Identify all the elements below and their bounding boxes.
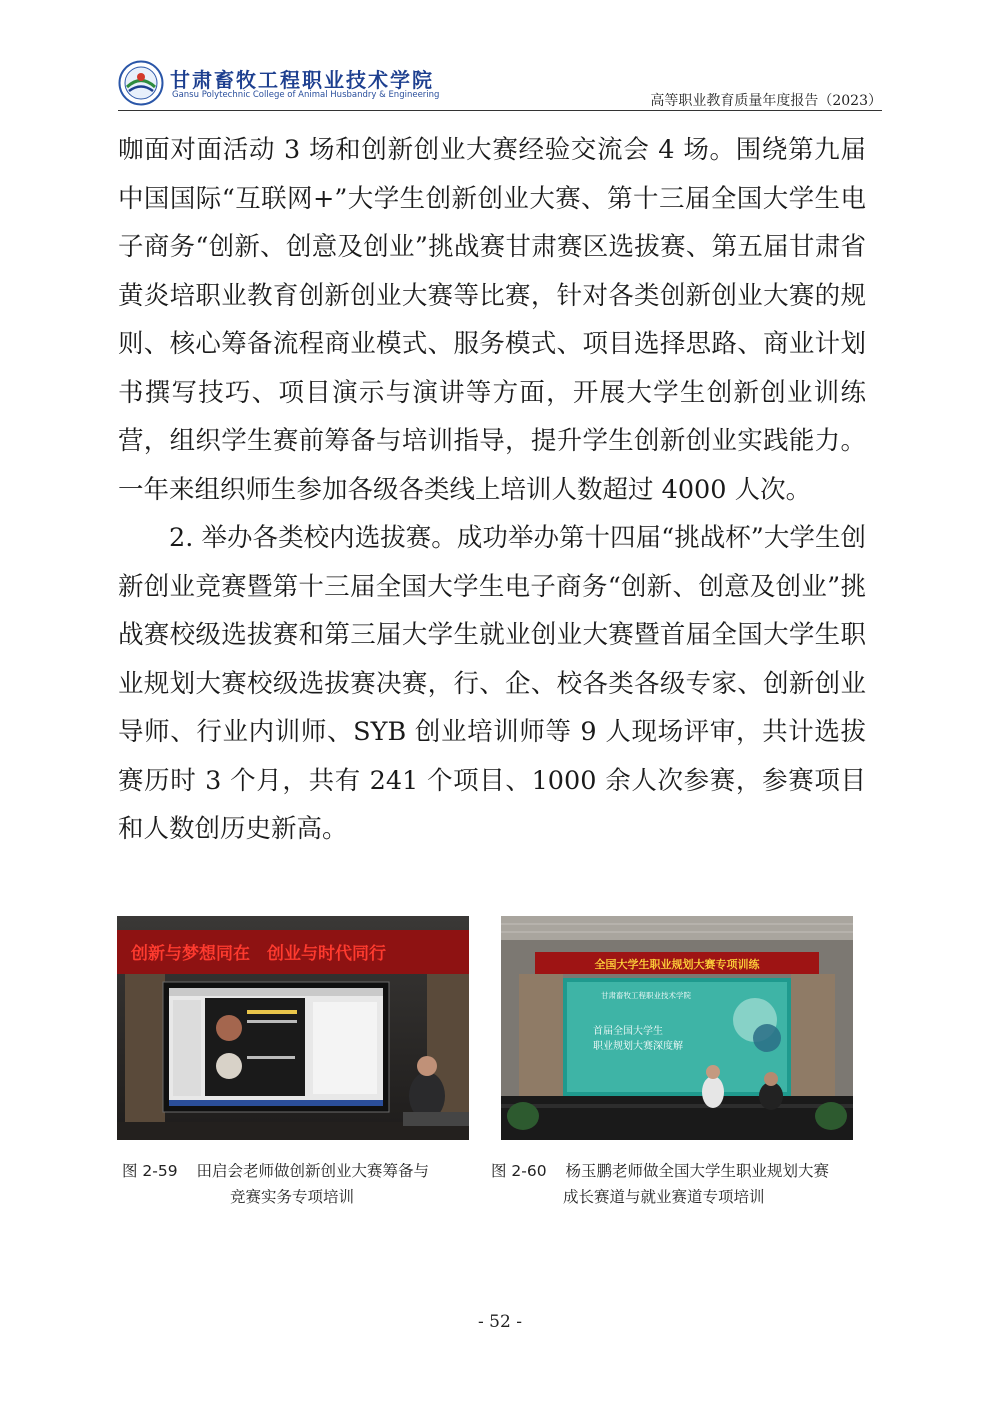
figure-2-60-number: 图 2-60 bbox=[491, 1162, 547, 1180]
figure-2-59-caption bbox=[122, 1158, 482, 1210]
header-divider bbox=[118, 110, 882, 111]
figure-2-59-caption-line2: 竞赛实务专项培训 bbox=[230, 1188, 355, 1206]
figure-2-59-number: 图 2-59 bbox=[122, 1162, 178, 1180]
figure-2-60-caption bbox=[491, 1158, 871, 1210]
slide-title-line1: 首届全国大学生 bbox=[593, 1026, 663, 1037]
figure-2-59-caption-line1: 田启会老师做创新创业大赛筹备与 bbox=[196, 1162, 430, 1180]
figure-2-60-photo bbox=[501, 916, 853, 1140]
body-text bbox=[118, 126, 866, 854]
banner-text-1: 创新与梦想同在 创业与时代同行 bbox=[131, 944, 386, 964]
page-number: - 52 - bbox=[478, 1312, 522, 1332]
college-logo-icon bbox=[118, 60, 164, 106]
school-name-en: Gansu Polytechnic College of Animal Husbandry & Engineering bbox=[172, 90, 440, 100]
slide-title-line2: 职业规划大赛深度解 bbox=[593, 1041, 683, 1052]
paragraph-2: 2. 举办各类校内选拔赛。成功举办第十四届“挑战杯”大学生创新创业竞赛暨第十三届全国大学生电子商务“创新、创意及创业”挑战赛校级选拔赛和第三届大学生就业创业大赛暨首届全国大学生职业规划大赛校级选拔赛决赛，行、企、校各类各级专家、创新创业导师、行业内训师、SYB 创业培训师等 9 人现场评审，共计选拔赛历时 3 个月，共有 241 个项目、1000 余人次参赛，参赛项目和人数创历史新高。 bbox=[118, 523, 866, 844]
banner-text-2: 全国大学生职业规划大赛专项训练 bbox=[594, 958, 760, 971]
slide-school-name: 甘肃畜牧工程职业技术学院 bbox=[601, 991, 691, 1000]
figure-2-60-caption-line2: 成长赛道与就业赛道专项培训 bbox=[563, 1188, 765, 1206]
report-title: 高等职业教育质量年度报告（2023） bbox=[650, 93, 882, 109]
paragraph-1: 咖面对面活动 3 场和创新创业大赛经验交流会 4 场。围绕第九届中国国际“互联网+”大学生创新创业大赛、第十三届全国大学生电子商务“创新、创意及创业”挑战赛甘肃赛区选拔赛、第五届甘肃省黄炎培职业教育创新创业大赛等比赛，针对各类创新创业大赛的规则、核心筹备流程商业模式、服务模式、项目选择思路、商业计划书撰写技巧、项目演示与演讲等方面，开展大学生创新创业训练营，组织学生赛前筹备与培训指导，提升学生创新创业实践能力。一年来组织师生参加各级各类线上培训人数超过 4000 人次。 bbox=[118, 135, 866, 505]
page-header bbox=[118, 58, 882, 110]
school-name-cn: 甘肃畜牧工程职业技术学院 bbox=[170, 68, 434, 92]
figure-2-59-photo bbox=[117, 916, 469, 1140]
figure-2-60-caption-line1: 杨玉鹏老师做全国大学生职业规划大赛 bbox=[565, 1162, 830, 1180]
